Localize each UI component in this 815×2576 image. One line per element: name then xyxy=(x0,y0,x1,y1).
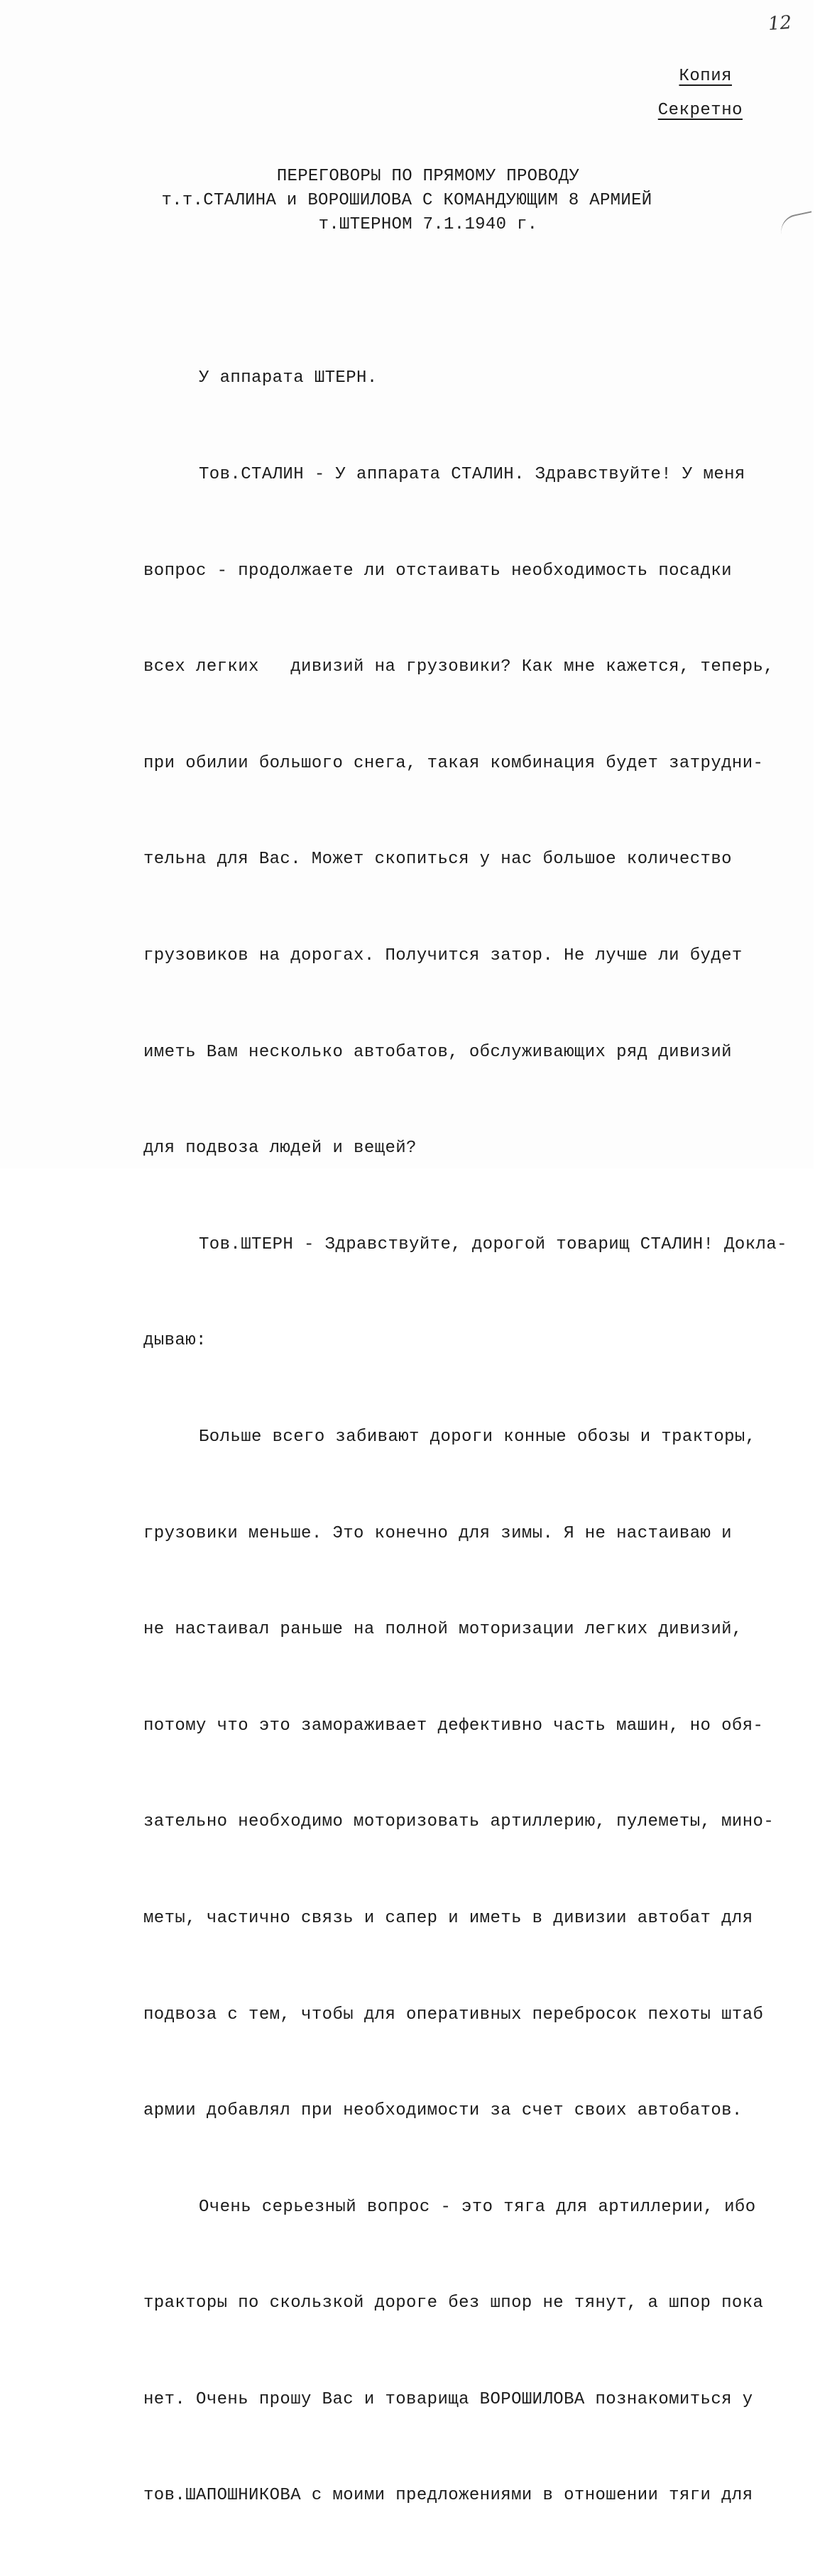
title-line: ПЕРЕГОВОРЫ ПО ПРЯМОМУ ПРОВОДУ xyxy=(276,167,580,186)
body-line: для подвоза людей и вещей? xyxy=(143,1139,417,1158)
body-line: У аппарата ШТЕРН. xyxy=(199,368,378,388)
title-line: т.ШТЕРНОМ 7.1.1940 г. xyxy=(318,215,538,234)
body-line: вопрос - продолжаете ли отстаивать необходимость посадки xyxy=(143,561,732,581)
body-line: меты, частично связь и сапер и иметь в дивизии автобат для xyxy=(143,1908,753,1928)
body-line: дываю: xyxy=(143,1331,207,1351)
secret-stamp: Секретно xyxy=(657,101,743,120)
page-number: 12 xyxy=(767,11,793,35)
body-line: Больше всего забивают дороги конные обозы и тракторы, xyxy=(199,1427,756,1447)
body-line: армии добавлял при необходимости за счет своих автобатов. xyxy=(143,2101,743,2121)
body-line: грузовиков на дорогах. Получится затор. Не лучше ли будет xyxy=(143,946,743,965)
document-body xyxy=(143,298,787,2576)
body-line: Тов.ШТЕРН - Здравствуйте, дорогой товарищ СТАЛИН! Доклa- xyxy=(199,1234,787,1254)
body-line: Очень серьезный вопрос - это тяга для артиллерии, ибо xyxy=(199,2197,756,2217)
body-line: тов.ШАПОШНИКОВА с моими предложениями в отношении тяги для xyxy=(143,2486,753,2506)
copy-stamp: Копия xyxy=(679,67,732,86)
body-line: тракторы по скользкой дороге без шпор не тянут, а шпор пока xyxy=(143,2293,764,2313)
body-line: зательно необходимо моторизовать артиллерию, пулеметы, мино- xyxy=(143,1812,775,1832)
body-line: потому что это замораживает дефективно часть машин, но обя- xyxy=(143,1716,764,1736)
body-line: подвоза с тем, чтобы для оперативных перебросок пехоты штаб xyxy=(143,2005,764,2024)
body-line: иметь Вам несколько автобатов, обслуживающих ряд дивизий xyxy=(143,1042,732,1062)
body-line: не настаивал раньше на полной моторизации легких дивизий, xyxy=(143,1620,743,1640)
body-line: всех легких дивизий на грузовики? Как мне кажется, теперь, xyxy=(143,657,775,677)
body-line: тельна для Вас. Может скопиться у нас большое количество xyxy=(143,850,732,870)
body-line: Тов.СТАЛИН - У аппарата СТАЛИН. Здравствуйте! У меня xyxy=(199,465,745,484)
body-line: нет. Очень прошу Вас и товарища ВОРОШИЛОВА познакомиться у xyxy=(143,2389,753,2409)
document-title xyxy=(0,165,814,237)
title-line: т.т.СТАЛИНА и ВОРОШИЛОВА С КОМАНДУЮЩИМ 8 АРМИЕЙ xyxy=(161,191,652,210)
body-line: грузовики меньше. Это конечно для зимы. Я не настаиваю и xyxy=(143,1523,732,1543)
body-line: при обилии большого снега, такая комбинация будет затрудни- xyxy=(143,753,764,773)
